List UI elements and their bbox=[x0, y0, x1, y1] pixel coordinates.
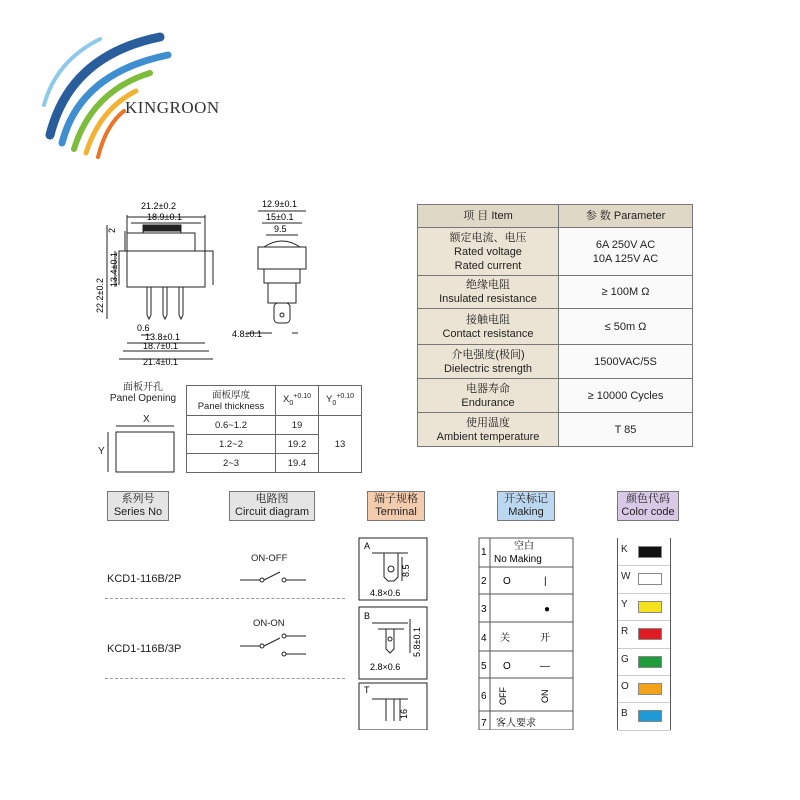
color-code-list bbox=[617, 538, 671, 730]
color-code-letter: Y bbox=[621, 598, 628, 610]
color-swatch bbox=[638, 683, 662, 695]
panel-x-row-3: 19.4 bbox=[276, 454, 319, 473]
series-divider-2 bbox=[105, 678, 345, 679]
color-code-letter: B bbox=[621, 708, 628, 720]
color-swatch bbox=[638, 601, 662, 613]
dim-width-cap: 18.9±0.1 bbox=[147, 212, 182, 222]
param-value-endurance: ≥ 10000 Cycles bbox=[559, 379, 693, 413]
color-swatch bbox=[638, 710, 662, 722]
dim-side-actuator: 9.5 bbox=[274, 224, 287, 234]
series-divider bbox=[105, 598, 345, 599]
color-swatch bbox=[638, 573, 662, 585]
circuit-label-on-on: ON-ON bbox=[253, 618, 285, 629]
making-6-left: OFF bbox=[498, 687, 508, 705]
param-value-dielectric: 1500VAC/5S bbox=[559, 345, 693, 379]
param-header-parameter: 参 数 Parameter bbox=[559, 205, 693, 228]
color-code-row bbox=[618, 620, 670, 648]
panel-x-label: X bbox=[143, 414, 150, 425]
terminal-a-letter: A bbox=[364, 541, 371, 551]
panel-thickness-row-3: 2~3 bbox=[187, 454, 276, 473]
param-value-temperature: T 85 bbox=[559, 413, 693, 447]
dim-width-overall: 21.2±0.2 bbox=[141, 201, 176, 211]
header-making: 开关标记 Making bbox=[497, 491, 555, 521]
dim-side-body: 15±0.1 bbox=[266, 212, 294, 222]
panel-opening-title: 面板开孔 Panel Opening bbox=[109, 382, 177, 404]
panel-y-label: Y bbox=[98, 446, 105, 457]
dim-pin-span: 13.8±0.1 bbox=[145, 332, 180, 342]
color-code-row bbox=[618, 675, 670, 703]
terminal-t-letter: T bbox=[364, 685, 370, 695]
making-6-right: ON bbox=[540, 689, 550, 703]
terminal-b-height: 5.8±0.1 bbox=[412, 627, 422, 657]
kingroon-logo bbox=[40, 25, 200, 165]
color-code-letter: R bbox=[621, 626, 629, 638]
making-5-right: — bbox=[540, 661, 550, 672]
header-series: 系列号 Series No bbox=[107, 491, 169, 521]
side-view-drawing bbox=[228, 195, 328, 345]
panel-col-thickness: 面板厚度 Panel thickness bbox=[187, 386, 276, 416]
color-swatch bbox=[638, 656, 662, 668]
panel-opening-drawing bbox=[104, 422, 184, 478]
making-table bbox=[478, 535, 574, 730]
making-num-5: 5 bbox=[481, 661, 487, 672]
circuit-on-on-symbol bbox=[238, 630, 308, 660]
color-code-letter: O bbox=[621, 681, 629, 692]
dim-cap-height: 2 bbox=[107, 227, 117, 233]
parameter-table bbox=[417, 204, 693, 447]
front-view-drawing bbox=[85, 195, 220, 375]
circuit-label-on-off: ON-OFF bbox=[251, 553, 288, 564]
terminal-t-height: 16 bbox=[399, 708, 409, 719]
param-value-rated: 6A 250V AC 10A 125V AC bbox=[559, 228, 693, 276]
color-code-letter: G bbox=[621, 653, 629, 665]
panel-thickness-table bbox=[186, 385, 362, 473]
param-label-temperature: 使用温度 Ambient temperature bbox=[418, 413, 559, 447]
making-4-right: 开 bbox=[540, 633, 550, 644]
circuit-on-off-symbol bbox=[238, 566, 308, 586]
terminal-b-size: 2.8×0.6 bbox=[370, 662, 401, 672]
series-model-2p: KCD1-116B/2P bbox=[107, 573, 182, 585]
param-label-endurance: 电器寿命 Endurance bbox=[418, 379, 559, 413]
dim-body-width: 18.7±0.1 bbox=[143, 341, 178, 351]
dim-pin-width: 0.6 bbox=[137, 323, 150, 333]
making-num-6: 6 bbox=[481, 691, 487, 702]
brand-name: KINGROON bbox=[125, 98, 220, 117]
dim-height-overall: 22.2±0.2 bbox=[95, 278, 105, 313]
dim-terminal-width: 4.8±0.1 bbox=[232, 329, 262, 339]
panel-x-row-2: 19.2 bbox=[276, 435, 319, 454]
color-swatch bbox=[638, 628, 662, 640]
header-circuit: 电路图 Circuit diagram bbox=[229, 491, 315, 521]
param-label-rated: 额定电流、电压 Rated voltage Rated current bbox=[418, 228, 559, 276]
making-num-1: 1 bbox=[481, 547, 487, 558]
color-code-letter: W bbox=[621, 571, 631, 583]
dim-base-width: 21.4±0.1 bbox=[143, 357, 178, 367]
color-code-row bbox=[618, 702, 670, 730]
making-custom: 客人要求 bbox=[496, 718, 536, 729]
panel-thickness-row-2: 1.2~2 bbox=[187, 435, 276, 454]
color-code-row bbox=[618, 648, 670, 676]
panel-thickness-row-1: 0.6~1.2 bbox=[187, 416, 276, 435]
making-5-left: O bbox=[503, 661, 511, 672]
color-code-letter: K bbox=[621, 544, 628, 555]
param-label-insulated: 绝缘电阻 Insulated resistance bbox=[418, 276, 559, 309]
making-num-7: 7 bbox=[481, 718, 487, 729]
making-num-3: 3 bbox=[481, 604, 487, 615]
making-2-left: O bbox=[503, 576, 511, 587]
series-model-3p: KCD1-116B/3P bbox=[107, 643, 182, 655]
panel-col-x: $X_0^{+0.10}$ bbox=[276, 386, 319, 416]
panel-y-value: 13 bbox=[319, 416, 362, 473]
param-value-insulated: ≥ 100M Ω bbox=[559, 276, 693, 309]
param-label-contact: 接触电阻 Contact resistance bbox=[418, 309, 559, 345]
making-num-2: 2 bbox=[481, 576, 487, 587]
making-3-right: ● bbox=[544, 604, 551, 615]
terminal-a-height: 8.5 bbox=[401, 564, 411, 577]
dim-side-width: 12.9±0.1 bbox=[262, 199, 297, 209]
param-value-contact: ≤ 50m Ω bbox=[559, 309, 693, 345]
header-color: 颜色代码 Color code bbox=[617, 491, 679, 521]
color-swatch bbox=[638, 546, 662, 558]
making-blank-en: No Making bbox=[494, 554, 542, 565]
making-4-left: 关 bbox=[500, 633, 510, 644]
param-label-dielectric: 介电强度(极间) Dielectric strength bbox=[418, 345, 559, 379]
making-2-right: | bbox=[544, 576, 547, 587]
terminal-diagrams bbox=[358, 535, 428, 730]
header-terminal: 端子规格 Terminal bbox=[367, 491, 425, 521]
color-code-row bbox=[618, 565, 670, 593]
making-num-4: 4 bbox=[481, 633, 487, 644]
terminal-a-size: 4.8×0.6 bbox=[370, 588, 401, 598]
color-code-row bbox=[618, 538, 670, 566]
panel-col-y: $Y_0^{+0.10}$ bbox=[319, 386, 362, 416]
param-header-item: 项 目 Item bbox=[418, 205, 559, 228]
color-code-row bbox=[618, 593, 670, 621]
making-blank-cn: 空白 bbox=[514, 541, 534, 552]
panel-x-row-1: 19 bbox=[276, 416, 319, 435]
dim-body-height: 13.4±0.1 bbox=[109, 252, 119, 287]
terminal-b-letter: B bbox=[364, 611, 371, 621]
